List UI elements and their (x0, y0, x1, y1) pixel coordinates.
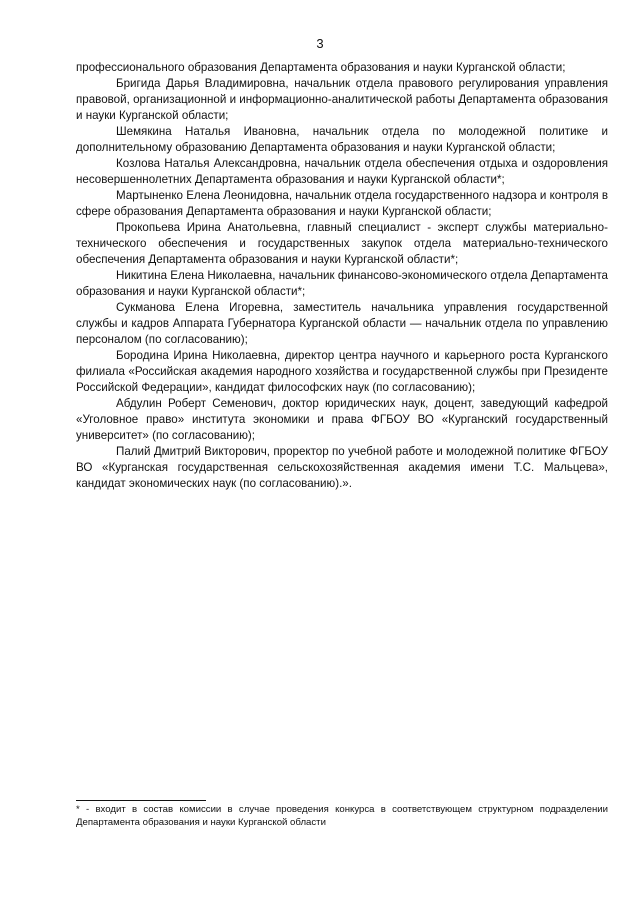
paragraph-member-prokopyeva: Прокопьева Ирина Анатольевна, главный специалист - эксперт службы материально-технического обеспечения и государственных закупок отдела материально-технического обеспечения Департамента образования и науки Курганской области*; (76, 221, 608, 266)
paragraph-member-martynenko: Мартыненко Елена Леонидовна, начальник отдела государственного надзора и контроля в сфере образования Департамента образования и науки Курганской области; (76, 189, 608, 218)
footnote-divider (76, 800, 206, 801)
paragraph-member-borodina: Бородина Ирина Николаевна, директор центра научного и карьерного роста Курганского филиала «Российская академия народного хозяйства и государственной службы при Президенте Российской Федерации», кандидат философских наук (по согласованию); (76, 349, 608, 394)
paragraph-member-sukmanova: Сукманова Елена Игоревна, заместитель начальника управления государственной службы и кадров Аппарата Губернатора Курганской области — начальник отдела по управлению персоналом (по согласованию); (76, 301, 608, 346)
paragraph-continuation: профессионального образования Департамента образования и науки Курганской области; (76, 61, 566, 74)
paragraph-member-paliy: Палий Дмитрий Викторович, проректор по учебной работе и молодежной политике ФГБОУ ВО «Курганская государственная сельскохозяйственная академия имени Т.С. Мальцева», кандидат экономических наук (по согласованию).». (76, 445, 608, 490)
paragraph-member-shemyakina: Шемякина Наталья Ивановна, начальник отдела по молодежной политике и дополнительному образованию Департамента образования и науки Курганской области; (76, 125, 608, 154)
paragraph-member-abdulin: Абдулин Роберт Семенович, доктор юридических наук, доцент, заведующий кафедрой «Уголовное право» института экономики и права ФГБОУ ВО «Курганский государственный университет» (по согласованию); (76, 397, 608, 442)
paragraph-member-kozlova: Козлова Наталья Александровна, начальник отдела обеспечения отдыха и оздоровления несовершеннолетних Департамента образования и науки Курганской области*; (76, 157, 608, 186)
paragraph-member-nikitina: Никитина Елена Николаевна, начальник финансово-экономического отдела Департамента образования и науки Курганской области*; (76, 269, 608, 298)
paragraph-member-brigida: Бригида Дарья Владимировна, начальник отдела правового регулирования управления правовой, организационной и информационно-аналитической работы Департамента образования и науки Курганской области; (76, 77, 608, 122)
footnote: * - входит в состав комиссии в случае проведения конкурса в соответствующем структурном подразделении Департамента образования и науки Курганской области (76, 804, 608, 828)
document-body (76, 60, 608, 492)
page-number: 3 (316, 36, 324, 51)
